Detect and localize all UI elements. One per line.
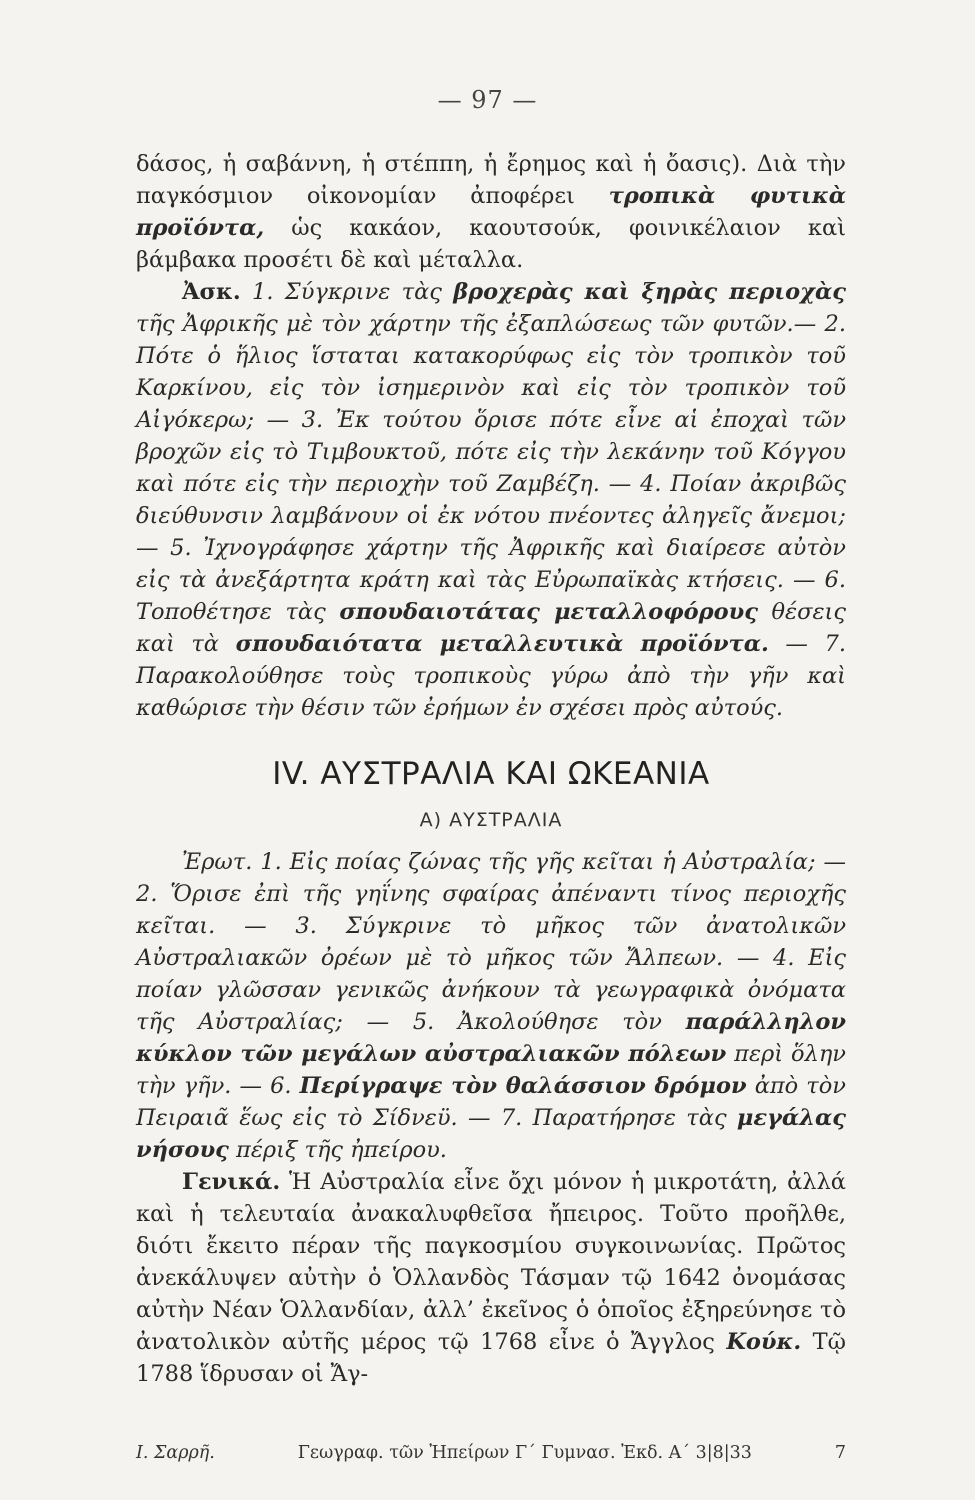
exercise-text-2: τῆς Ἀφρικῆς μὲ τὸν χάρτην τῆς ἐξαπλώσεως τῶν φυτῶν.— 2. Πότε ὁ ἥλιος ἵσταται κατακορύφως εἰς τὸν τροπικὸν τοῦ Καρκίνου, εἰς τὸν ἰσημερινὸν καὶ εἰς τὸν τροπικὸν τοῦ Αἰγόκερω; — 3. Ἐκ τούτου ὅρισε πότε εἶνε αἱ ἐποχαὶ τῶν βροχῶν εἰς τὸ Τιμβουκτοῦ, πότε εἰς τὴν λεκάνην τοῦ Κόγγου καὶ πότε εἰς τὴν περιοχὴν τοῦ Ζαμβέζη. — 4. Ποίαν ἀκριβῶς διεύθυνσιν λαμβάνουν οἱ ἐκ νότου πνέοντες ἀληγεῖς ἄνεμοι; — 5. Ἰχνογράφησε χάρτην τῆς Ἀφρικῆς καὶ διαίρεσε αὐτὸν εἰς τὰ ἀνεξάρτητα κράτη καὶ τὰς Εὐρωπαϊκὰς κτήσεις. — 6. Τοποθέτησε τὰς — [136, 311, 846, 625]
intro-text-3: ὡς κακάον, καουτσούκ, φοινικέλαιον καὶ βάμβακα προσέτι δὲ καὶ μέταλλα. — [136, 215, 846, 273]
general-label: Γενικά. — [182, 1169, 281, 1195]
general-text-1: Ἡ Αὐστραλία εἶνε ὄχι μόνον ἡ μικροτάτη, ἀλλά καὶ ἡ τελευταία ἀνακαλυφθεῖσα ἤπειρος. Τοῦτο προῆλθε, διότι ἔκειτο πέραν τῆς παγκοσμίου συγκοινωνίας. Πρῶτος ἀνεκάλυψεν αὐτὴν ὁ Ὁλλανδὸς Τάσμαν τῷ 1642 ὀνομάσας αὐτὴν Νέαν Ὁλλανδίαν, ἀλλ’ ἐκεῖνος ὁ ὁποῖος ἐξηρεύνησε τὸ ἀνατολικὸν αὐτῆς μέρος τῷ 1768 εἶνε ὁ Ἄγγλος — [136, 1169, 846, 1355]
intro-paragraph — [136, 148, 846, 276]
exercise-text-4: — 7. Παρακολούθησε τοὺς τροπικοὺς γύρω ἀπὸ τὴν γῆν καὶ καθώρισε τὴν θέσιν τῶν ἐρήμων ἐν σχέσει πρὸς αὐτούς. — [136, 631, 846, 721]
exercise-emphasis-2: σπουδαιοτάτας μεταλλοφόρους — [339, 599, 758, 625]
general-text-2: Τῷ 1788 ἵδρυσαν οἱ Ἄγ- — [136, 1329, 846, 1387]
section-subtitle: Α) ΑΥΣΤΡΑΛΙΑ — [419, 809, 563, 831]
exercises-label: Ἀσκ. — [182, 279, 241, 305]
exercise-emphasis-1: βροχερὰς καὶ ξηρὰς περιοχὰς — [453, 279, 846, 305]
footer-sheet: 7 — [834, 1443, 846, 1463]
australia-questions — [136, 846, 846, 1166]
africa-exercises — [136, 276, 846, 724]
question-text-1: Ἐρωτ. 1. Εἰς ποίας ζώνας τῆς γῆς κεῖται ἡ Αὐστραλία; — 2. Ὅρισε ἐπὶ τῆς γηΐνης σφαίρας ἀπέναντι τίνος περιοχῆς κεῖται. — 3. Σύγκρινε τὸ μῆκος τῶν ἀνατολικῶν Αὐστραλιακῶν ὀρέων μὲ τὸ μῆκος τῶν Ἄλπεων. — 4. Εἰς ποίαν γλῶσσαν γενικῶς ἀνήκουν τὰ γεωγραφικὰ ὀνόματα τῆς Αὐστραλίας; — 5. Ἀκολούθησε τὸν — [136, 849, 846, 1035]
general-paragraph — [136, 1166, 846, 1390]
footer-author: Ι. Σαρρῆ. — [136, 1443, 215, 1463]
exercise-number: 1. — [240, 279, 274, 305]
page-footer — [136, 1443, 846, 1463]
question-text-2: περὶ ὅλην τὴν γῆν. — 6. — [136, 1041, 846, 1099]
general-name: Κούκ. — [726, 1329, 802, 1355]
intro-text-1: δάσος, ἡ σαβάννη, ἡ στέππη, ἡ ἔρημος καὶ ἡ ὄασις). Διὰ τὴν παγκόσμιον οἰκονομίαν ἀποφέρει — [136, 151, 846, 209]
question-emphasis-1: παράλληλον κύκλον τῶν μεγάλων αὐστραλιακῶν πόλεων — [136, 1009, 846, 1067]
page-number: — 97 — — [437, 86, 538, 114]
exercise-text-3: θέσεις καὶ τὰ — [136, 599, 846, 657]
question-text-3: ἀπὸ τὸν Πειραιᾶ ἕως εἰς τὸ Σίδνεϋ. — 7. Παρατήρησε τὰς — [136, 1073, 846, 1131]
question-emphasis-2: Περίγραψε τὸν θαλάσσιον δρόμον — [299, 1073, 747, 1099]
section-title: IV. ΑΥΣΤΡΑΛΙΑ ΚΑΙ ΩΚΕΑΝΙΑ — [272, 756, 710, 792]
intro-emphasis: τροπικὰ φυτικὰ προϊόντα, — [136, 183, 847, 241]
page-body — [136, 148, 846, 1390]
question-emphasis-3: μεγάλας νήσους — [136, 1105, 846, 1163]
exercise-text-1: Σύγκρινε τὰς — [273, 279, 454, 305]
question-text-4: πέριξ τῆς ἠπείρου. — [228, 1137, 447, 1163]
footer-book: Γεωγραφ. τῶν Ἠπείρων Γ΄ Γυμνασ. Ἐκδ. Α΄ 3|8|33 — [297, 1443, 752, 1463]
exercise-emphasis-3: σπουδαιότατα μεταλλευτικὰ προϊόντα. — [235, 631, 769, 657]
